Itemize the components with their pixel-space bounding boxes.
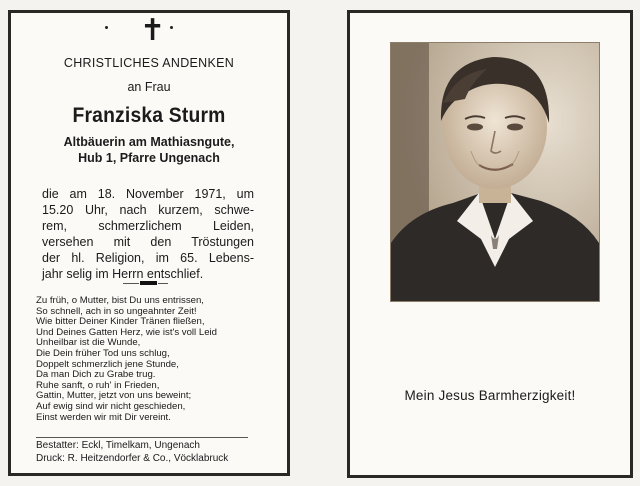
- closing-prayer: Mein Jesus Barmherzigkeit!: [404, 388, 576, 403]
- poem-line: So schnell, ach in so ungeahnter Zeit!: [36, 305, 197, 317]
- footer-rule: [36, 437, 248, 438]
- subtitle-line-1: Altbäuerin am Mathiasngute,: [63, 135, 235, 149]
- poem-line: Einst werden wir mit Dir vereint.: [36, 411, 171, 423]
- separator-rule-left: [123, 283, 139, 284]
- separator-bar: [140, 281, 157, 285]
- heading: CHRISTLICHES ANDENKEN: [63, 56, 235, 70]
- latin-cross-icon: ✝: [140, 13, 166, 48]
- obituary-line: der hl. Religion, im 65. Lebens-: [42, 251, 254, 265]
- poem-line: Die Dein früher Tod uns schlug,: [36, 347, 170, 359]
- poem-line: Ruhe sanft, o ruh' in Frieden,: [36, 379, 160, 391]
- printer-line: Druck: R. Heitzendorfer & Co., Vöcklabruck: [36, 452, 229, 464]
- ornament-dot-right: [170, 26, 173, 29]
- salutation: an Frau: [127, 80, 171, 94]
- obituary-line: jahr selig im Herrn entschlief.: [42, 267, 204, 281]
- poem-line: Auf ewig sind wir nicht geschieden,: [36, 400, 186, 412]
- deceased-name: Franziska Sturm: [72, 104, 226, 127]
- subtitle-line-2: Hub 1, Pfarre Ungenach: [78, 151, 220, 165]
- memorial-poem: [36, 296, 256, 423]
- portrait-photo: [390, 42, 600, 302]
- poem-line: Und Deines Gatten Herz, wie ist's voll Leid: [36, 326, 217, 338]
- obituary-line: die am 18. November 1971, um: [42, 187, 254, 201]
- poem-line: Zu früh, o Mutter, bist Du uns entrissen,: [36, 295, 204, 306]
- portrait-illustration: [391, 43, 599, 301]
- poem-line: Wie bitter Deiner Kinder Tränen fließen,: [36, 316, 205, 328]
- undertaker-line: Bestatter: Eckl, Timelkam, Ungenach: [36, 440, 200, 451]
- poem-line: Doppelt schmerzlich jene Stunde,: [36, 358, 179, 370]
- poem-line: Unheilbar ist die Wunde,: [36, 337, 141, 349]
- separator-rule-right: [158, 283, 168, 284]
- obituary-line: rem, schmerzlichem Leiden,: [42, 219, 254, 233]
- obituary-text: [42, 186, 254, 282]
- footer: [36, 440, 268, 465]
- poem-line: Da man Dich zu Grabe trug.: [36, 369, 156, 381]
- poem-line: Gattin, Mutter, jetzt von uns beweint;: [36, 390, 192, 402]
- obituary-line: versehen mit den Tröstungen: [42, 235, 254, 249]
- obituary-line: 15.20 Uhr, nach kurzem, schwe-: [42, 203, 254, 217]
- ornament-dot-left: [105, 26, 108, 29]
